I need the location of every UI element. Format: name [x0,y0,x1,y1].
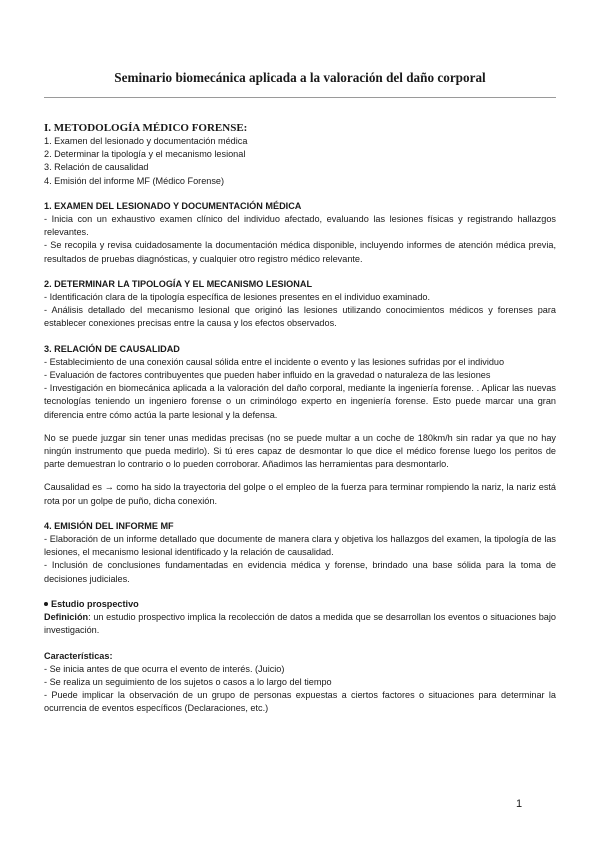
header-divider [44,97,556,98]
definition-label: Definición [44,612,89,623]
bullet-icon [44,602,48,606]
caracteristicas-title: Características: [44,650,113,661]
page-number: 1 [516,798,523,810]
prospectivo-title: Estudio prospectivo [51,598,139,609]
causalidad-paragraph: - Establecimiento de una conexión causal sólida entre el incidente o evento y las lesiones sufridas por el individuo [44,356,505,367]
prospectivo-definition [44,611,556,637]
definition-text: : un estudio prospectivo implica la recolección de datos a medida que se desarrollan los eventos o situaciones bajo investigación. [44,612,556,636]
caracteristica-item: - Se inicia antes de que ocurra el evento de interés. (Juicio) [44,663,285,674]
methodology-item: 4. Emisión del informe MF (Médico Forense) [44,175,225,186]
methodology-item: 2. Determinar la tipología y el mecanismo lesional [44,149,246,160]
section-methodology-title: I. METODOLOGÍA MÉDICO FORENSE: [44,122,248,134]
methodology-item: 1. Examen del lesionado y documentación médica [44,136,248,146]
informe-paragraph: - Elaboración de un informe detallado que documente de manera clara y objetiva los hallazgos del examen, la tipología de las lesiones, el mecanismo lesional identificado y la relación de causalidad. [44,534,556,558]
document-body [44,122,556,716]
section-causalidad-title: 3. RELACIÓN DE CAUSALIDAD [44,343,180,354]
informe-paragraph: - Inclusión de conclusiones fundamentadas en evidencia médica y forense, brindado una base sólida para la toma de decisiones judiciales. [44,560,556,584]
tipologia-paragraph: - Identificación clara de la tipología específica de lesiones presentes en el individuo examinado. [44,292,431,303]
causalidad-paragraph: Causalidad es → como ha sido la trayectoria del golpe o el empleo de la fuerza para terminar rompiendo la nariz, la nariz está rota por un golpe de puño, dicha conexión. [44,482,556,506]
section-exam-title: 1. EXAMEN DEL LESIONADO Y DOCUMENTACIÓN MÉDICA [44,200,302,211]
page-header-title: Seminario biomecánica aplicada a la valoración del daño corporal [114,70,486,85]
caracteristica-item: - Se realiza un seguimiento de los sujetos o casos a lo largo del tiempo [44,676,332,687]
causalidad-paragraph: - Investigación en biomecánica aplicada a la valoración del daño corporal, mediante la ingeniería forense. . Aplicar las nuevas tecnologías teniendo un ingeniero forense o un criminólogo experto en ingeniería forense. Esto puede marcar una gran diferencia entre cómo actúa la parte lesional y la defensa. [44,383,556,420]
tipologia-paragraph: - Análisis detallado del mecanismo lesional que originó las lesiones utilizando conocimientos médicos y forenses para establecer conexiones precisas entre la causa y los efectos observados. [44,305,556,329]
methodology-item: 3. Relación de causalidad [44,162,149,173]
causalidad-paragraph: No se puede juzgar sin tener unas medidas precisas (no se puede multar a un coche de 180km/h sin radar ya que no hay ningún instrumento que pueda medirlo). Si tú eres capaz de desmontar lo que dice el médico forense luego los peritos de parte demuestran lo contrario o lo pueden corroborar. Añadimos las herramientas para desmontarlo. [44,432,556,470]
causalidad-paragraph: - Evaluación de factores contribuyentes que pueden haber influido en la gravedad o naturaleza de las lesiones [44,370,491,381]
section-tipologia-title: 2. DETERMINAR LA TIPOLOGÍA Y EL MECANISMO LESIONAL [44,278,313,289]
caracteristica-item: - Puede implicar la observación de un grupo de personas expuestas a ciertos factores o situaciones para determinar la ocurrencia de eventos específicos (Declaraciones, etc.) [44,690,556,714]
prospectivo-heading [44,598,556,611]
section-informe-title: 4. EMISIÓN DEL INFORME MF [44,520,174,531]
exam-paragraph: - Inicia con un exhaustivo examen clínico del individuo afectado, evaluando las lesiones físicas y registrando hallazgos relevantes. [44,214,556,238]
exam-paragraph: - Se recopila y revisa cuidadosamente la documentación médica disponible, incluyendo informes de atención médica previa, resultados de pruebas diagnósticas, y cualquier otro registro médico relevante. [44,240,556,264]
